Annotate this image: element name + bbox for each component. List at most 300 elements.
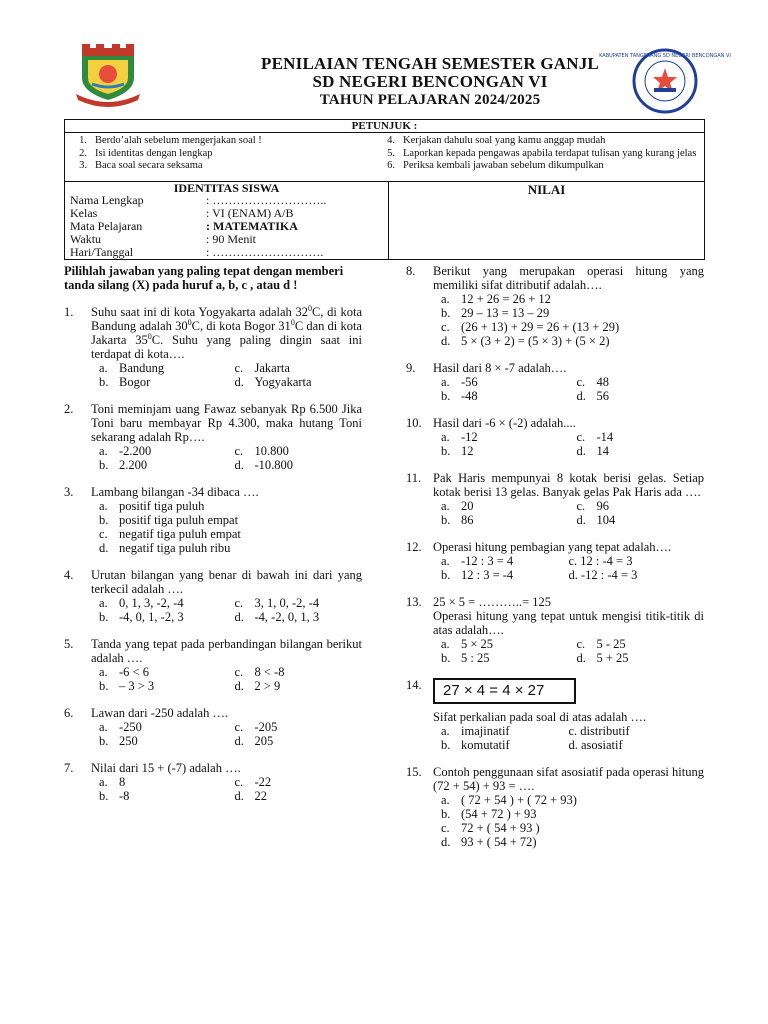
option-b (91, 610, 227, 624)
question-number: 14. (406, 678, 422, 692)
option-row (433, 807, 704, 821)
option-row (433, 499, 704, 513)
answer-options (91, 444, 362, 472)
option-row (91, 734, 362, 748)
option-text: (26 + 13) + 29 = 26 + (13 + 29) (461, 320, 620, 334)
option-letter: a. (441, 793, 450, 807)
option-a (91, 596, 227, 610)
identity-row (70, 220, 298, 233)
question-line (406, 595, 704, 609)
option-c (227, 596, 363, 610)
instruction-item (375, 148, 705, 161)
option-a (433, 499, 569, 513)
option-text: 48 (596, 375, 609, 389)
option-a (433, 724, 569, 738)
option-letter: b. (99, 789, 109, 803)
option-text: 93 + ( 54 + 72) (461, 835, 537, 849)
question-line (406, 540, 704, 554)
question (64, 485, 362, 555)
question-number: 12. (406, 540, 422, 554)
option-text: 5 × 25 (461, 637, 494, 651)
option-letter: c. (99, 527, 108, 541)
option-text: 5 + 25 (596, 651, 629, 665)
instruction-number: 1. (79, 135, 87, 146)
identity-title: IDENTITAS SISWA (173, 181, 280, 195)
option-d (227, 458, 363, 472)
option-text: Yogyakarta (254, 375, 312, 389)
option-c (227, 775, 363, 789)
option-letter: c. (234, 444, 244, 458)
option-text: -48 (461, 389, 478, 403)
question (64, 568, 362, 624)
option-letter: a. (99, 444, 108, 458)
option-letter: d. (234, 734, 244, 748)
question (64, 637, 362, 693)
question-line (406, 361, 704, 375)
option-row (91, 361, 362, 375)
question-line (64, 706, 362, 720)
option-a (91, 665, 227, 679)
option-b (91, 679, 227, 693)
answer-options (433, 375, 704, 403)
option-letter: b. (99, 513, 109, 527)
question-line (64, 485, 362, 499)
instruction-text: Isi identitas dengan lengkap (95, 147, 213, 159)
option-text: 96 (596, 499, 609, 513)
option-d (227, 610, 363, 624)
question (406, 678, 704, 752)
identity-value: : VI (ENAM) A/B (206, 206, 294, 220)
option-text: -2.200 (119, 444, 152, 458)
exam-title: PENILAIAN TENGAH SEMESTER GANJL (261, 54, 599, 73)
option-d (227, 734, 363, 748)
answer-options (91, 499, 362, 555)
option-d (569, 651, 705, 665)
option-text: 12 + 26 = 26 + 12 (461, 292, 551, 306)
option-row (433, 651, 704, 665)
instruction-text: Periksa kembali jawaban sebelum dikumpulkan (403, 160, 604, 171)
option-row (91, 527, 362, 541)
option-letter: d. (441, 334, 451, 348)
identity-label: Mata Pelajaran (70, 219, 143, 233)
option-b (91, 375, 227, 389)
option-row (433, 389, 704, 403)
option-text: -250 (119, 720, 142, 734)
option-a (91, 499, 362, 513)
answer-options (433, 499, 704, 527)
option-text: -10.800 (254, 458, 294, 472)
question-number: 15. (406, 765, 422, 779)
question-number: 4. (64, 568, 74, 582)
option-letter: c. (576, 637, 586, 651)
option-row (91, 775, 362, 789)
option-text: -12 : 3 = 4 (461, 554, 514, 568)
question-text (433, 361, 704, 375)
instruction-number: 3. (79, 160, 87, 171)
option-row (433, 334, 704, 348)
option-b (433, 651, 569, 665)
question-line (64, 402, 362, 444)
option-letter: a. (441, 499, 450, 513)
option-letter: a. (441, 430, 450, 444)
identity-label: Waktu (70, 232, 102, 246)
option-a (433, 554, 569, 568)
option-letter: c. (234, 596, 244, 610)
option-c (227, 361, 363, 375)
questions-column-right (406, 264, 704, 862)
option-b (433, 389, 569, 403)
option-letter: b. (441, 807, 451, 821)
instruction-item (375, 160, 705, 173)
answer-options (91, 665, 362, 693)
instruction-number: 4. (387, 135, 395, 146)
student-identity-box (64, 182, 705, 260)
answer-options (91, 775, 362, 803)
option-a (433, 637, 569, 651)
option-a (91, 775, 227, 789)
option-text: c. 12 : -4 = 3 (568, 554, 633, 568)
question (406, 361, 704, 403)
question-stem: Urutan bilangan yang benar di bawah ini dari yang terkecil adalah …. (91, 568, 362, 596)
identity-label: Hari/Tanggal (70, 245, 134, 259)
option-c (569, 375, 705, 389)
question-number: 7. (64, 761, 74, 775)
option-letter: c. (234, 361, 244, 375)
question (406, 765, 704, 849)
option-row (433, 637, 704, 651)
option-text: 8 (119, 775, 126, 789)
option-text: negatif tiga puluh ribu (119, 541, 231, 555)
option-letter: b. (441, 306, 451, 320)
option-letter: a. (441, 554, 450, 568)
question-text (433, 595, 704, 609)
option-text: positif tiga puluh empat (119, 513, 239, 527)
option-c (569, 499, 705, 513)
option-d (91, 541, 362, 555)
question-stem: Hasil dari 8 × -7 adalah…. (433, 361, 567, 375)
question-line (406, 471, 704, 499)
option-letter: d. (576, 651, 586, 665)
question-text (91, 761, 362, 775)
option-text: 72 + ( 54 + 93 ) (461, 821, 540, 835)
answer-options (91, 720, 362, 748)
option-letter: a. (441, 724, 450, 738)
option-text: 104 (596, 513, 616, 527)
question-stem: Tanda yang tepat pada perbandingan bilangan berikut adalah …. (91, 637, 362, 665)
option-text: komutatif (461, 738, 510, 752)
option-c (227, 444, 363, 458)
question-line (406, 765, 704, 793)
option-d (227, 375, 363, 389)
option-letter: d. (441, 835, 451, 849)
option-letter: b. (441, 568, 451, 582)
option-b (433, 306, 704, 320)
option-letter: b. (99, 734, 109, 748)
question-number: 9. (406, 361, 416, 375)
question (406, 416, 704, 458)
option-row (433, 306, 704, 320)
option-d (227, 679, 363, 693)
option-letter: b. (99, 375, 109, 389)
option-letter: c. (234, 665, 244, 679)
option-d (569, 513, 705, 527)
question-number: 13. (406, 595, 422, 609)
question-number: 6. (64, 706, 74, 720)
option-row (91, 679, 362, 693)
option-text: 10.800 (254, 444, 289, 458)
answer-options (91, 361, 362, 389)
question-stem: Lambang bilangan -34 dibaca …. (91, 485, 259, 499)
option-b (91, 513, 362, 527)
score-title: NILAI (527, 182, 566, 197)
option-text: 12 : 3 = -4 (461, 568, 514, 582)
option-text: -205 (254, 720, 278, 734)
answer-options (433, 554, 704, 582)
option-d (433, 835, 704, 849)
question-number: 11. (406, 471, 422, 485)
option-row (433, 821, 704, 835)
option-text: positif tiga puluh (119, 499, 205, 513)
option-c (227, 720, 363, 734)
option-text: d. -12 : -4 = 3 (568, 568, 638, 582)
question-number: 3. (64, 485, 74, 499)
option-text: ( 72 + 54 ) + ( 72 + 93) (461, 793, 577, 807)
instruction-number: 2. (79, 147, 87, 159)
option-c (569, 554, 705, 568)
option-text: 22 (254, 789, 267, 803)
option-letter: b. (99, 610, 109, 624)
option-c (433, 320, 704, 334)
question-number: 8. (406, 264, 416, 278)
option-letter: c. (576, 499, 586, 513)
option-a (433, 292, 704, 306)
academic-year: TAHUN PELAJARAN 2024/2025 (319, 92, 541, 108)
option-text: Bandung (119, 361, 165, 375)
option-row (91, 444, 362, 458)
question-stem: Nilai dari 15 + (-7) adalah …. (91, 761, 241, 775)
option-letter: d. (234, 679, 244, 693)
question (64, 761, 362, 803)
option-row (433, 513, 704, 527)
option-text: 56 (596, 389, 609, 403)
option-text: -12 (461, 430, 478, 444)
option-letter: c. (576, 375, 586, 389)
question-text (91, 637, 362, 665)
option-row (91, 541, 362, 555)
option-text: 250 (119, 734, 138, 748)
option-b (433, 513, 569, 527)
option-text: -14 (596, 430, 614, 444)
option-text: 5 : 25 (461, 651, 490, 665)
question-text (91, 485, 362, 499)
question-line (64, 637, 362, 665)
option-letter: b. (441, 651, 451, 665)
logo-lettering: KABUPATEN TANGERANG SD NEGERI BENCONGAN VI (599, 53, 731, 59)
option-letter: b. (99, 458, 109, 472)
option-d (569, 568, 705, 582)
option-d (227, 789, 363, 803)
instruction-item (67, 135, 367, 148)
option-b (433, 738, 569, 752)
option-c (227, 665, 363, 679)
question-stem: Contoh penggunaan sifat asosiatif pada operasi hitung (72 + 54) + 93 = …. (433, 765, 704, 793)
question-text (91, 402, 362, 444)
option-row (91, 458, 362, 472)
option-row (433, 320, 704, 334)
option-letter: b. (99, 679, 109, 693)
option-a (91, 444, 227, 458)
option-row (91, 789, 362, 803)
question-text (433, 416, 704, 430)
option-c (569, 430, 705, 444)
question (406, 595, 704, 665)
questions-column-left (64, 264, 362, 816)
option-text: 14 (596, 444, 609, 458)
question-subtext: Operasi hitung yang tepat untuk mengisi titik-titik di atas adalah…. (433, 609, 704, 637)
option-b (433, 568, 569, 582)
option-letter: d. (99, 541, 109, 555)
option-a (91, 720, 227, 734)
option-letter: a. (99, 665, 108, 679)
option-row (91, 665, 362, 679)
instruction-text: Laporkan kepada pengawas apabila terdapat tulisan yang kurang jelas (403, 147, 697, 159)
option-letter: a. (99, 361, 108, 375)
option-text: 12 (461, 444, 474, 458)
option-c (569, 637, 705, 651)
question-line (406, 678, 704, 710)
option-text: (54 + 72 ) + 93 (461, 807, 537, 821)
option-d (569, 444, 705, 458)
option-letter: d. (234, 789, 244, 803)
option-d (433, 334, 704, 348)
option-b (91, 734, 227, 748)
question-line (64, 305, 362, 361)
instruction-number: 6. (387, 160, 395, 171)
question-number: 1. (64, 305, 74, 319)
option-c (433, 821, 704, 835)
option-row (433, 375, 704, 389)
option-text: 5 - 25 (596, 637, 626, 651)
option-text: -56 (461, 375, 478, 389)
answer-options (433, 430, 704, 458)
question-subtext: Sifat perkalian pada soal di atas adalah …. (433, 710, 647, 724)
option-letter: d. (234, 610, 244, 624)
identity-row (70, 246, 323, 259)
option-text: -22 (254, 775, 272, 789)
question (64, 305, 362, 389)
question-stem: 25 × 5 = ………..= 125 (433, 595, 552, 609)
question (64, 706, 362, 748)
question (406, 264, 704, 348)
option-row (433, 738, 704, 752)
option-text: 8 < -8 (254, 665, 285, 679)
option-row (433, 568, 704, 582)
option-text: 0, 1, 3, -2, -4 (119, 596, 184, 610)
question-line (406, 264, 704, 292)
question-text (91, 305, 362, 361)
question-number: 2. (64, 402, 74, 416)
question-line (64, 761, 362, 775)
option-text: -8 (119, 789, 130, 803)
option-letter: d. (234, 375, 244, 389)
option-letter: b. (441, 513, 451, 527)
option-letter: a. (99, 499, 108, 513)
option-d (569, 738, 705, 752)
identity-value: : MATEMATIKA (206, 219, 298, 233)
option-row (91, 513, 362, 527)
option-row (91, 720, 362, 734)
option-d (569, 389, 705, 403)
question-text (433, 540, 704, 554)
option-text: 2 > 9 (254, 679, 281, 693)
option-text: 20 (461, 499, 474, 513)
identity-value: : ………………………. (206, 245, 324, 259)
option-a (433, 430, 569, 444)
instruction-text: Kerjakan dahulu soal yang kamu anggap mudah (403, 135, 606, 146)
identity-label: Kelas (70, 206, 98, 220)
boxed-equation: 27 × 4 = 4 × 27 (433, 678, 576, 704)
school-district-logo (74, 44, 142, 106)
option-letter: b. (441, 444, 451, 458)
question-number: 10. (406, 416, 422, 430)
instructions-list-left (67, 135, 367, 173)
school-name: SD NEGERI BENCONGAN VI (312, 72, 548, 91)
question-stem: Berikut yang merupakan operasi hitung yang memiliki sifat ditributif adalah…. (433, 264, 704, 292)
answer-options (433, 724, 704, 752)
option-text: 86 (461, 513, 474, 527)
identity-value: : ……………………….. (206, 193, 327, 207)
instructions-intro: Pilihlah jawaban yang paling tepat dengan memberi tanda silang (X) pada huruf a, b, c , atau d ! (64, 264, 344, 292)
option-b (91, 789, 227, 803)
instructions-title: PETUNJUK : (65, 120, 704, 133)
instruction-number: 5. (387, 147, 395, 159)
option-a (433, 375, 569, 389)
answer-options (433, 637, 704, 665)
answer-options (433, 292, 704, 348)
instruction-item (375, 135, 705, 148)
question-stem: Hasil dari -6 × (-2) adalah.... (433, 416, 576, 430)
option-text: 205 (254, 734, 274, 748)
option-row (433, 430, 704, 444)
question-stem: Lawan dari -250 adalah …. (91, 706, 229, 720)
option-row (91, 596, 362, 610)
option-text: Jakarta (254, 361, 290, 375)
option-row (433, 292, 704, 306)
option-text: – 3 > 3 (119, 679, 155, 693)
instructions-list-right (375, 135, 705, 173)
question-text (433, 471, 704, 499)
option-letter: c. (576, 430, 586, 444)
option-row (433, 724, 704, 738)
option-text: -6 < 6 (119, 665, 149, 679)
option-letter: b. (441, 738, 451, 752)
option-row (91, 499, 362, 513)
option-c (91, 527, 362, 541)
option-letter: a. (99, 596, 108, 610)
option-text: imajinatif (461, 724, 510, 738)
question-text (91, 568, 362, 596)
option-c (569, 724, 705, 738)
identity-value: : 90 Menit (206, 232, 256, 246)
instruction-text: Baca soal secara seksama (95, 160, 203, 171)
option-row (91, 375, 362, 389)
option-letter: a. (441, 637, 450, 651)
option-text: Bogor (119, 375, 151, 389)
question-number: 5. (64, 637, 74, 651)
option-b (91, 458, 227, 472)
question-stem: Operasi hitung pembagian yang tepat adalah…. (433, 540, 672, 554)
question (64, 402, 362, 472)
